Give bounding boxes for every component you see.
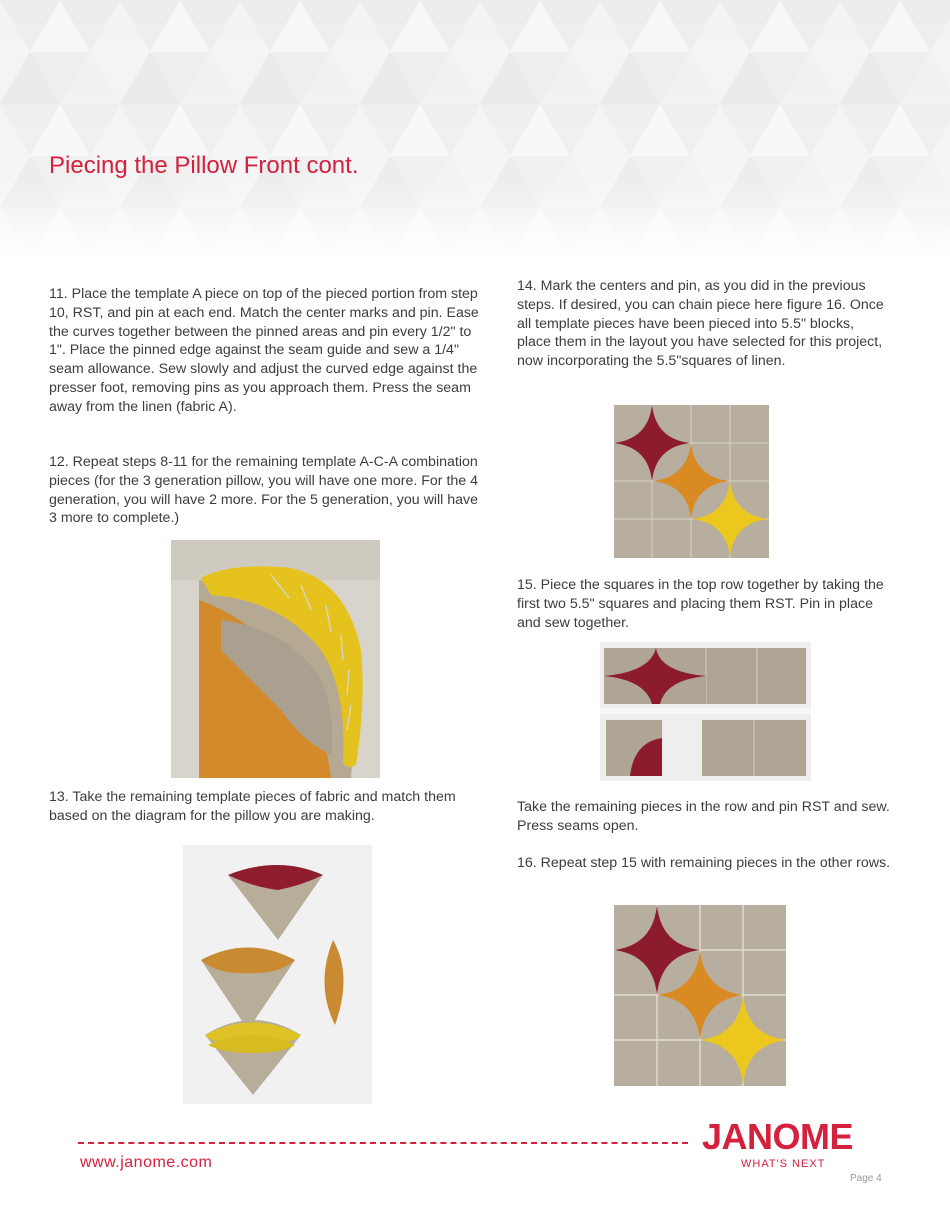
step-15-text: 15. Piece the squares in the top row together by taking the first two 5.5" squares and placing them RST. Pin in place and sew together. bbox=[517, 577, 884, 631]
step-16-text: 16. Repeat step 15 with remaining pieces in the other rows. bbox=[517, 855, 891, 871]
photo-template-pieces bbox=[183, 845, 372, 1104]
step-15b-text: Take the remaining pieces in the row and pin RST and sew. Press seams open. bbox=[517, 799, 890, 834]
photo-top-row bbox=[600, 642, 811, 781]
photo-star-layout bbox=[614, 405, 769, 558]
photo-pinned-curve bbox=[171, 540, 380, 778]
footer-divider bbox=[78, 1142, 688, 1144]
page-number: Page 4 bbox=[850, 1173, 882, 1184]
logo-tagline: WHAT'S NEXT bbox=[741, 1158, 826, 1170]
triangle-pattern bbox=[0, 0, 950, 262]
header-band bbox=[0, 0, 950, 262]
janome-logo: JANOME bbox=[702, 1116, 854, 1157]
page-title: Piecing the Pillow Front cont. bbox=[49, 152, 359, 179]
step-14-text: 14. Mark the centers and pin, as you did in the previous steps. If desired, you can chain piece here figure 16. Once all template pieces have been pieced into 5.5" blocks, place them in the layout you have selected for this project, now incorporating the 5.5"squares of linen. bbox=[517, 278, 884, 370]
photo-full-layout bbox=[614, 905, 786, 1086]
step-11-text: 11. Place the template A piece on top of the pieced portion from step 10, RST, and pin at each end. Match the center marks and pin. Ease the curves together between the pinned areas and pin every 1/2" to 1". Place the pinned edge against the seam guide and sew a 1/4" seam allowance. Sew slowly and adjust the curved edge against the presser foot, removing pins as you approach them. Press the seam away from the linen (fabric A). bbox=[49, 286, 479, 415]
step-12-text: 12. Repeat steps 8-11 for the remaining template A-C-A combination pieces (for the 3 generation pillow, you will have one more. For the 4 generation, you will have 2 more. For the 5 generation, you will have 3 more to complete.) bbox=[49, 454, 479, 527]
footer-url-link[interactable]: www.janome.com bbox=[80, 1154, 213, 1171]
step-13-text: 13. Take the remaining template pieces of fabric and match them based on the diagram for the pillow you are making. bbox=[49, 789, 456, 824]
